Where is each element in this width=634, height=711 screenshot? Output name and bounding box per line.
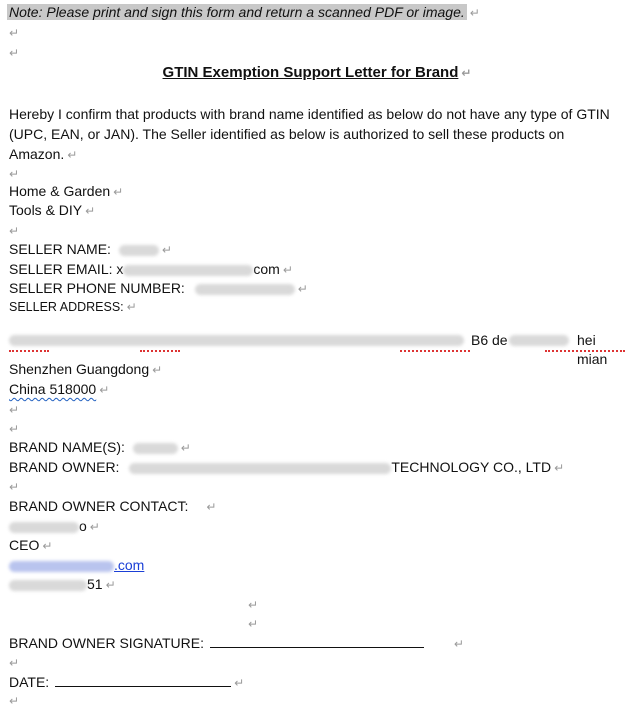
redacted-block: [9, 335, 464, 346]
brand-owner-label: BRAND OWNER:: [9, 459, 120, 475]
empty-line: [9, 691, 19, 710]
spellcheck-underline: [400, 346, 470, 352]
paragraph-mark-icon: ↵: [180, 441, 191, 455]
paragraph-mark-icon: ↵: [461, 66, 472, 80]
spellcheck-underline: [9, 346, 49, 352]
date-label: DATE:: [9, 674, 50, 690]
date-field[interactable]: [55, 674, 231, 687]
brand-name-line: [9, 438, 191, 457]
body-text: Hereby I confirm that products with brand name identified as below do not have any type of GTIN (UPC, EAN, or JAN). The Seller identified as below is authorized to sell these products on Amazon.: [9, 106, 610, 162]
seller-email-line: [9, 260, 293, 279]
contact-email-end: .com: [114, 557, 145, 573]
empty-line: [9, 43, 19, 62]
signature-line: [9, 634, 464, 653]
paragraph-mark-icon: ↵: [297, 282, 308, 296]
seller-name-label: SELLER NAME:: [9, 241, 111, 257]
seller-country-text: China 518000: [9, 381, 97, 397]
signature-label: BRAND OWNER SIGNATURE:: [9, 635, 204, 651]
title-text: GTIN Exemption Support Letter for Brand: [162, 64, 459, 81]
paragraph-mark-icon: ↵: [206, 500, 217, 514]
paragraph-mark-icon: ↵: [9, 46, 20, 60]
seller-address-line: [9, 298, 137, 317]
brand-owner-end: TECHNOLOGY CO., LTD: [391, 459, 552, 475]
seller-email-label: SELLER EMAIL:: [9, 261, 113, 277]
empty-line: [9, 400, 19, 419]
contact-phone-end: 51: [87, 576, 103, 592]
paragraph-mark-icon: ↵: [113, 185, 124, 199]
seller-city-line: [9, 360, 162, 379]
brand-contact-label: BRAND OWNER CONTACT:: [9, 498, 189, 514]
seller-phone-line: [9, 279, 308, 298]
paragraph-mark-icon: ↵: [161, 243, 172, 257]
paragraph-mark-icon: ↵: [9, 26, 20, 40]
seller-phone-label: SELLER PHONE NUMBER:: [9, 280, 185, 296]
redacted-block: [509, 335, 569, 346]
paragraph-mark-icon: ↵: [9, 167, 20, 181]
paragraph-mark-icon: ↵: [469, 6, 480, 20]
paragraph-mark-icon: ↵: [9, 656, 20, 670]
date-line: [9, 673, 244, 692]
redacted-block: [129, 463, 391, 474]
seller-email-start: x: [116, 261, 124, 277]
paragraph-mark-icon: ↵: [85, 204, 96, 218]
paragraph-mark-icon: ↵: [152, 363, 163, 377]
paragraph-mark-icon: ↵: [9, 422, 20, 436]
note-line: [9, 3, 480, 22]
empty-line: [248, 614, 258, 633]
contact-title-text: CEO: [9, 537, 40, 553]
paragraph-mark-icon: ↵: [234, 676, 245, 690]
paragraph-mark-icon: ↵: [67, 148, 78, 162]
paragraph-mark-icon: ↵: [9, 403, 20, 417]
paragraph-mark-icon: ↵: [89, 520, 100, 534]
empty-line: [9, 164, 19, 183]
empty-line: [9, 477, 19, 496]
note-text: Note: Please print and sign this form and return a scanned PDF or image.: [9, 4, 465, 20]
seller-city-text: Shenzhen Guangdong: [9, 361, 150, 377]
spellcheck-underline: [140, 346, 180, 352]
category-text: Tools & DIY: [9, 202, 83, 218]
paragraph-mark-icon: ↵: [248, 617, 259, 631]
address-end: hei mian: [577, 332, 608, 367]
category-text: Home & Garden: [9, 183, 111, 199]
seller-name-line: [9, 240, 172, 259]
empty-line: [9, 221, 19, 240]
redacted-block: [123, 265, 253, 276]
paragraph-mark-icon: ↵: [42, 539, 53, 553]
redacted-block: [9, 580, 87, 591]
seller-email-end: com: [253, 261, 280, 277]
document-title: [0, 63, 634, 83]
redacted-block: [195, 284, 295, 295]
paragraph-mark-icon: ↵: [9, 480, 20, 494]
paragraph-mark-icon: ↵: [126, 300, 137, 314]
contact-phone-line: [9, 575, 116, 594]
paragraph-mark-icon: ↵: [248, 598, 259, 612]
contact-title-line: [9, 536, 52, 555]
contact-name-end: o: [79, 518, 87, 534]
seller-address-label: SELLER ADDRESS:: [9, 300, 124, 314]
paragraph-mark-icon: ↵: [99, 383, 110, 397]
paragraph-mark-icon: ↵: [282, 263, 293, 277]
brand-contact-line: [9, 497, 216, 516]
redacted-block: [9, 522, 79, 533]
empty-line: [9, 419, 19, 438]
contact-email-line[interactable]: [9, 556, 144, 575]
address-fragment: B6 de: [471, 332, 508, 348]
brand-owner-line: [9, 458, 564, 477]
brand-name-label: BRAND NAME(S):: [9, 439, 125, 455]
redacted-block: [9, 561, 114, 572]
empty-line: [9, 23, 19, 42]
redacted-block: [133, 443, 178, 454]
seller-country-line: [9, 380, 109, 399]
paragraph-mark-icon: ↵: [9, 224, 20, 238]
empty-line: [9, 653, 19, 672]
paragraph-mark-icon: ↵: [554, 461, 565, 475]
redacted-block: [119, 245, 159, 256]
paragraph-mark-icon: ↵: [105, 578, 116, 592]
category-line: [9, 201, 95, 220]
empty-line: [248, 595, 258, 614]
body-paragraph: [9, 104, 625, 165]
spellcheck-underline: [545, 346, 625, 352]
signature-field[interactable]: [210, 635, 424, 648]
paragraph-mark-icon: ↵: [9, 694, 20, 708]
contact-email-link[interactable]: [9, 557, 144, 573]
category-line: [9, 182, 123, 201]
paragraph-mark-icon: ↵: [453, 637, 464, 651]
seller-address-value: [9, 331, 629, 367]
contact-name-line: [9, 517, 100, 536]
